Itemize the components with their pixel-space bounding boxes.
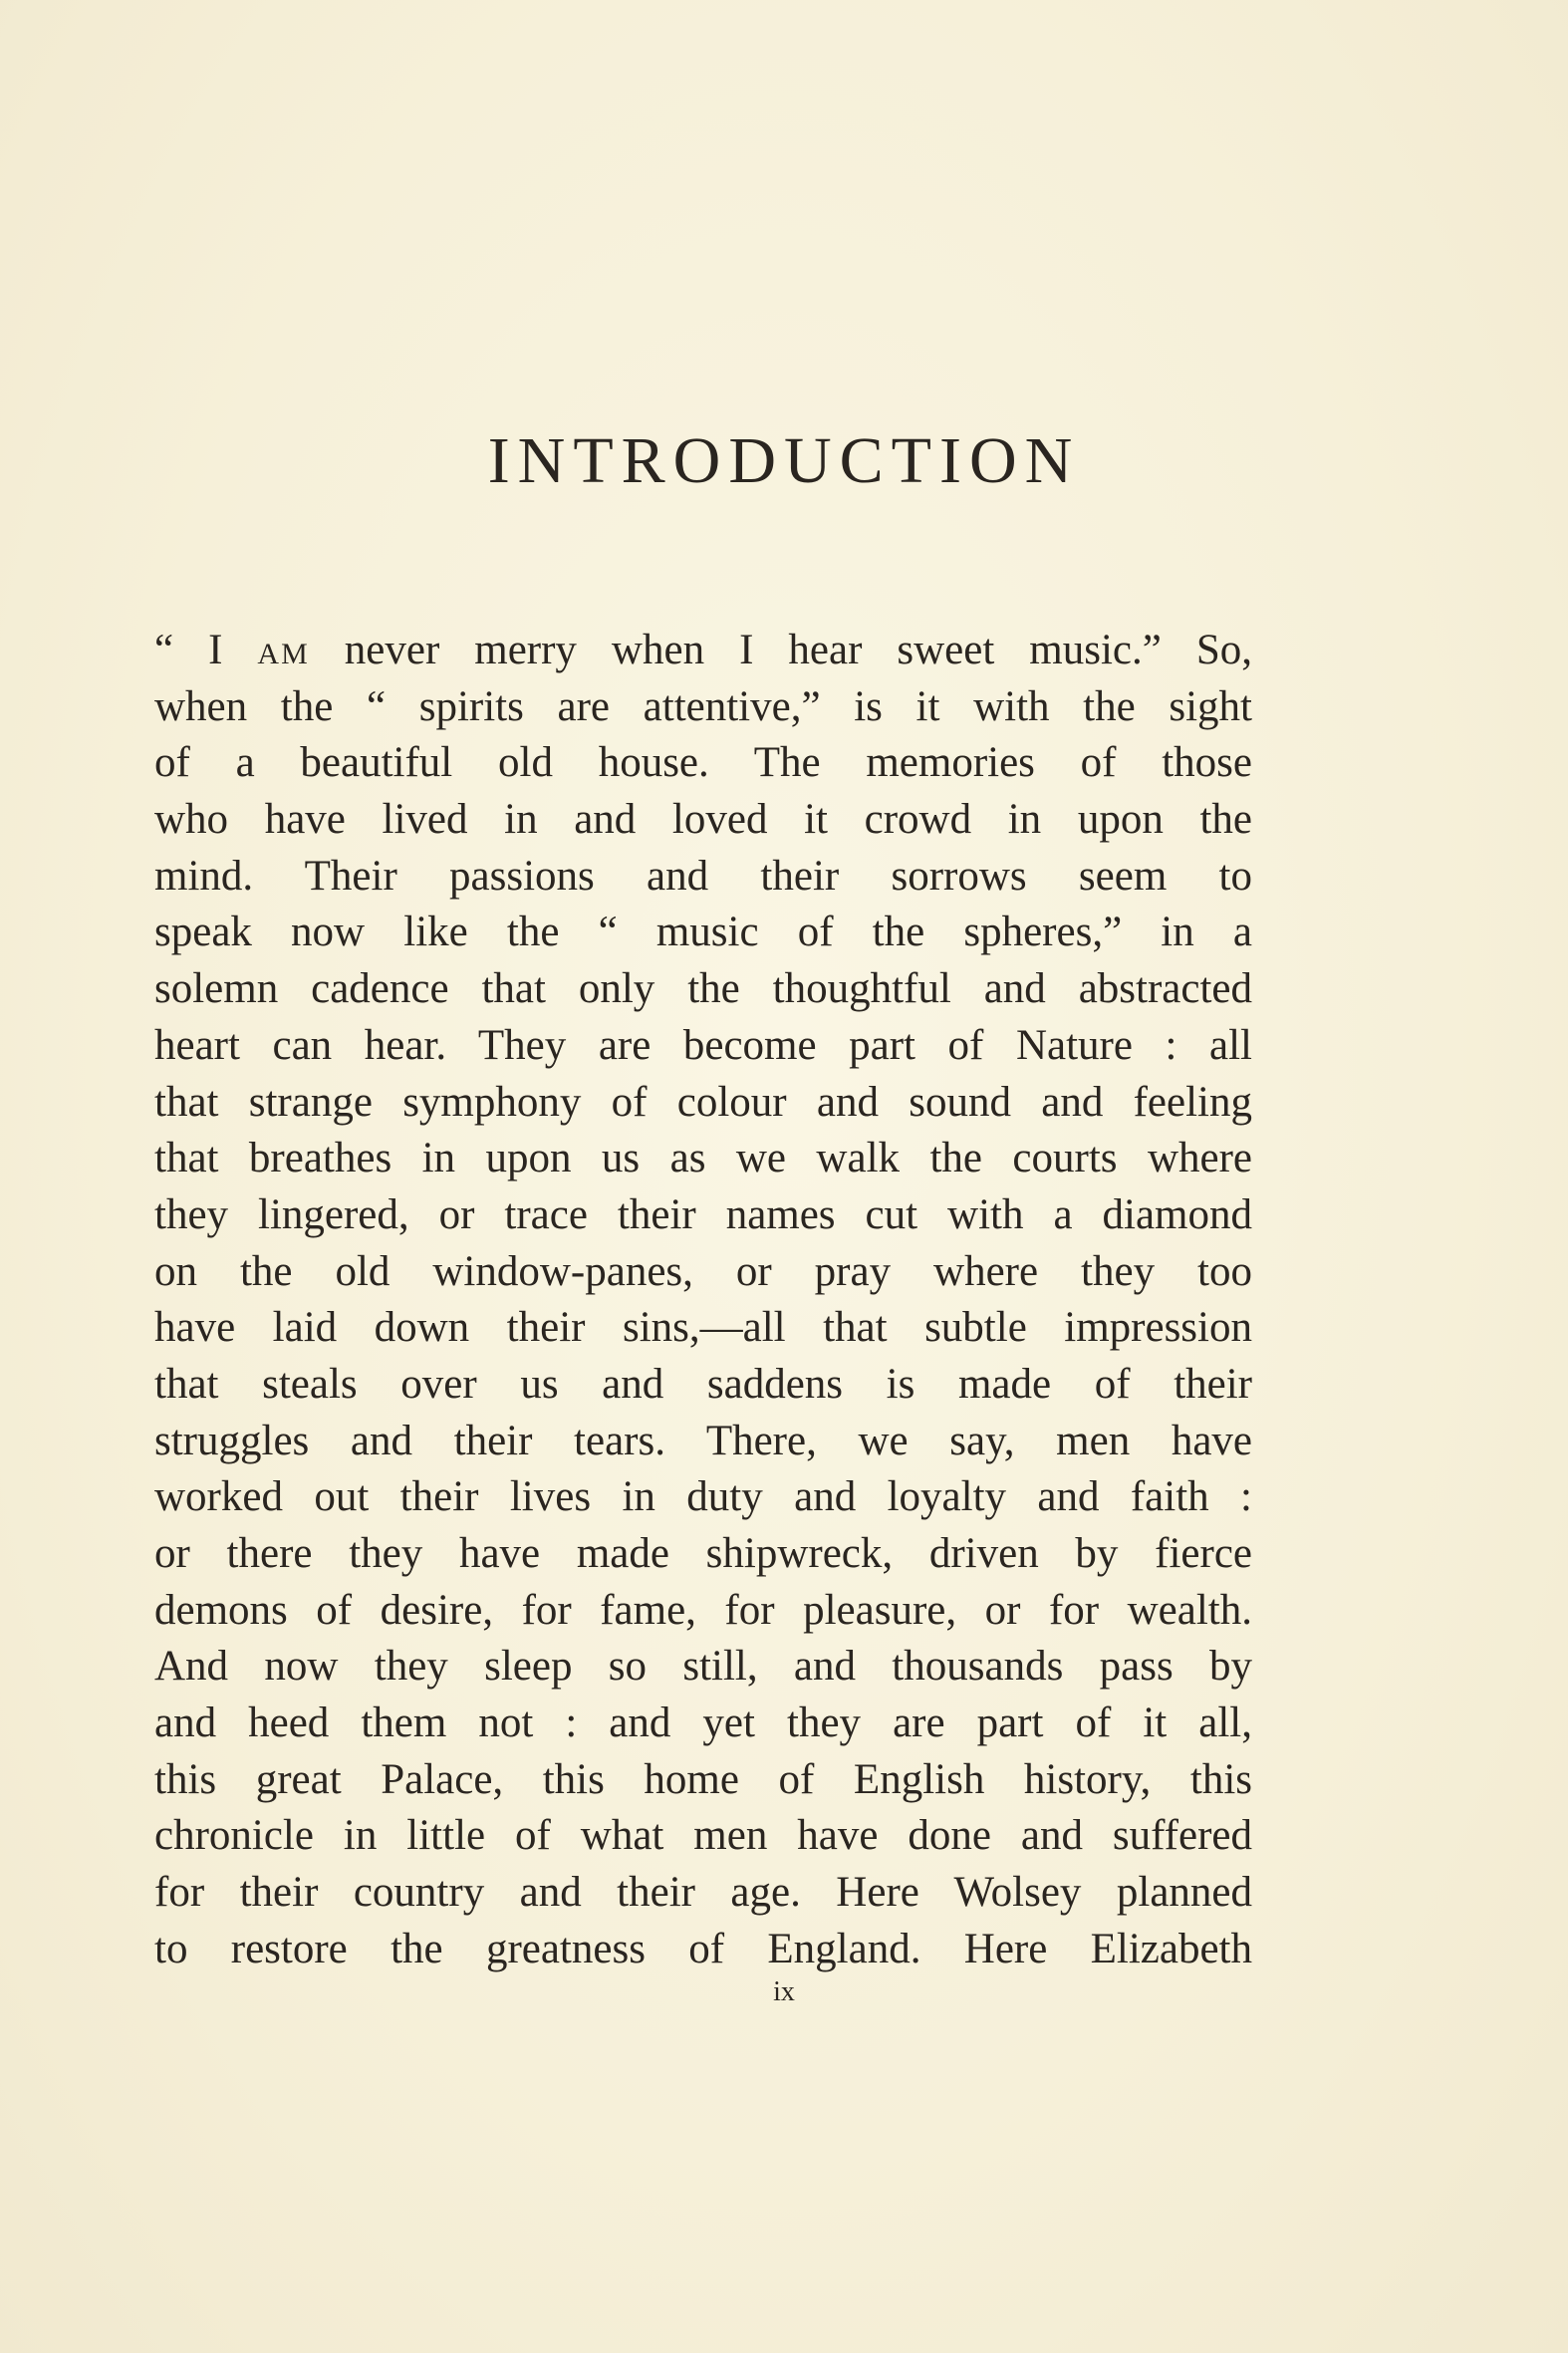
opening-smallcaps-word: am	[257, 627, 310, 673]
text-line: this great Palace, this home of English history, this	[154, 1755, 1252, 1803]
text-line: that strange symphony of colour and sound and feeling	[154, 1078, 1252, 1126]
text-line: have laid down their sins,—all that subtle impression	[154, 1304, 1252, 1352]
body-paragraph	[154, 623, 1252, 1978]
text-line: chronicle in little of what men have done and suffered	[154, 1812, 1252, 1860]
first-line-rest: never merry when I hear sweet music.” So,	[309, 627, 1253, 673]
text-line: speak now like the “ music of the spheres,” in a	[154, 909, 1252, 956]
text-line: of a beautiful old house. The memories of those	[154, 739, 1252, 787]
text-line: struggles and their tears. There, we say, men have	[154, 1417, 1252, 1464]
text-line: to restore the greatness of England. Here Elizabeth	[154, 1925, 1252, 1972]
text-line-1	[154, 623, 1252, 679]
text-line: on the old window-panes, or pray where they too	[154, 1247, 1252, 1295]
opening-quote: “ I	[154, 627, 258, 673]
text-line: And now they sleep so still, and thousands pass by	[154, 1643, 1252, 1691]
text-line: that breathes in upon us as we walk the courts where	[154, 1135, 1252, 1182]
text-line: or there they have made shipwreck, driven by fierce	[154, 1530, 1252, 1577]
text-line: who have lived in and loved it crowd in upon the	[154, 796, 1252, 844]
text-line: solemn cadence that only the thoughtful and abstracted	[154, 965, 1252, 1013]
page-number: ix	[773, 1976, 795, 2007]
text-line: that steals over us and saddens is made of their	[154, 1360, 1252, 1408]
chapter-title: INTRODUCTION	[487, 424, 1081, 497]
text-line: for their country and their age. Here Wolsey planned	[154, 1869, 1252, 1917]
text-line: they lingered, or trace their names cut with a diamond	[154, 1190, 1252, 1238]
text-line: mind. Their passions and their sorrows seem to	[154, 852, 1252, 900]
text-line: demons of desire, for fame, for pleasure, or for wealth.	[154, 1586, 1252, 1634]
text-line: when the “ spirits are attentive,” is it with the sight	[154, 682, 1252, 730]
text-line: heart can hear. They are become part of Nature : all	[154, 1021, 1252, 1069]
text-line: worked out their lives in duty and loyalty and faith :	[154, 1473, 1252, 1521]
text-line: and heed them not : and yet they are part of it all,	[154, 1699, 1252, 1747]
